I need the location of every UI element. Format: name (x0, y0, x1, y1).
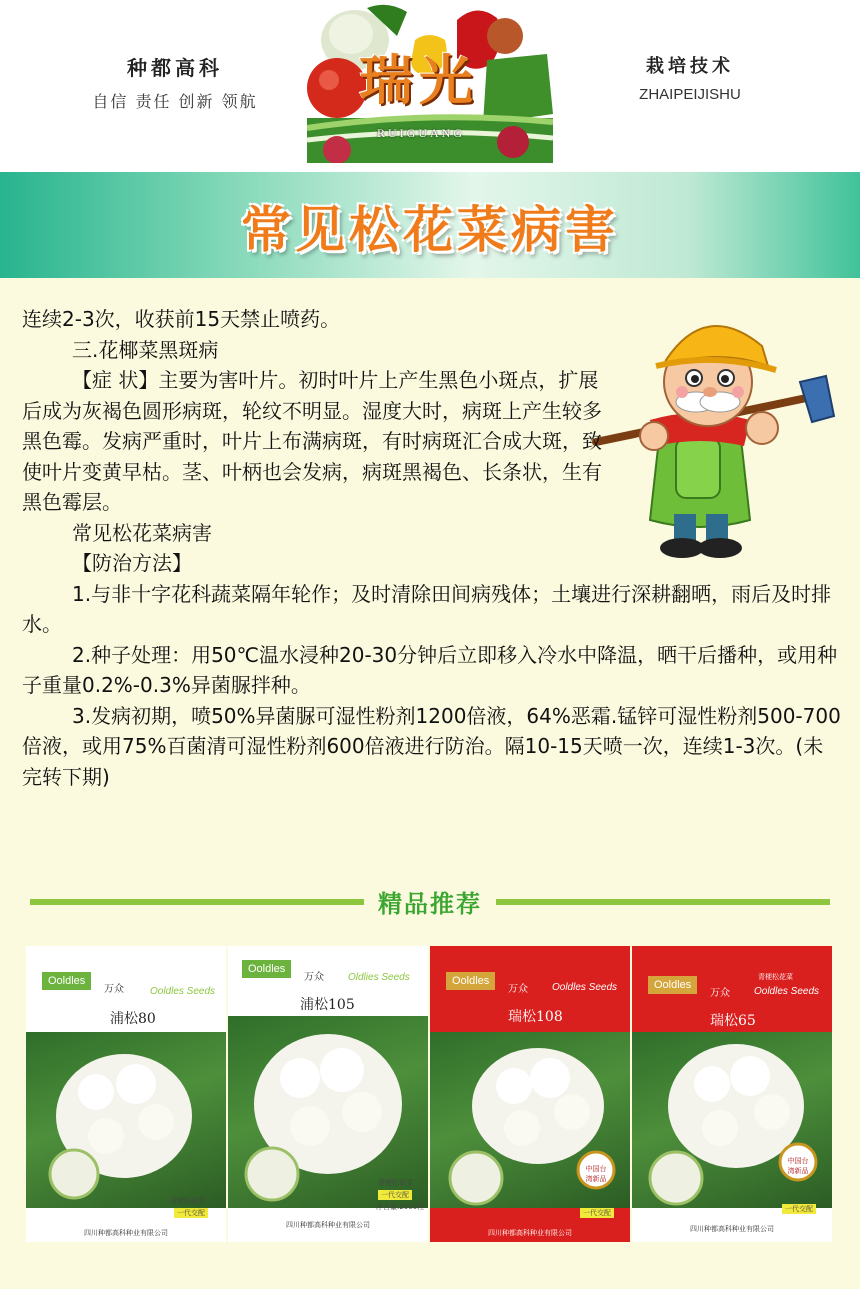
product-card[interactable] (632, 946, 832, 1242)
product-list (26, 946, 834, 1242)
card-header (26, 946, 226, 1032)
company-block (60, 52, 290, 112)
section-heading-black-spot: 三.花椰菜黑斑病 (72, 337, 219, 362)
brand-cn: 万众 (104, 984, 124, 995)
company-footer: 四川种都高科种业有限公司 (690, 1225, 774, 1233)
card-footer (632, 1205, 832, 1242)
brand-cn: 万众 (710, 988, 730, 999)
technique-pinyin: ZHAIPEIJISHU (639, 86, 741, 103)
card-footer (430, 1208, 630, 1242)
hybrid-tag: 一代交配 (782, 1204, 816, 1214)
subheading-prevention: 【防治方法】 (72, 551, 192, 575)
prevention-item-1: 1.与非十字花科蔬菜隔年轮作；及时清除田间病残体；土壤进行深耕翻晒，雨后及时排水。 (22, 581, 832, 636)
company-slogan: 自信 责任 创新 领航 (92, 92, 258, 111)
product-name: 瑞松108 (508, 1009, 563, 1025)
product-name: 瑞松65 (710, 1013, 756, 1029)
company-name: 种都高科 (127, 56, 223, 80)
cauliflower-photo (430, 1032, 630, 1208)
brand-name: 瑞光 (359, 48, 479, 112)
title-banner (0, 172, 860, 278)
brand-seeds: Ooldles Seeds (150, 986, 216, 997)
product-name: 浦松105 (300, 997, 355, 1013)
card-footer (228, 1179, 428, 1242)
technique-block (600, 52, 780, 103)
product-tag: 青梗松花菜 (170, 1197, 205, 1205)
hybrid-tag: 一代交配 (174, 1208, 208, 1218)
technique-title: 栽培技术 (646, 56, 734, 77)
product-tag: 青梗松花菜 (758, 973, 793, 981)
company-footer: 四川种都高科种业有限公司 (84, 1229, 168, 1237)
hybrid-tag: 一代交配 (580, 1208, 614, 1218)
recommend-divider (30, 880, 830, 920)
product-card[interactable] (228, 946, 428, 1242)
brand-seeds: Ooldles Seeds (754, 986, 820, 997)
hybrid-tag: 一代交配 (378, 1190, 412, 1200)
net-content: 净含量:2000粒 (376, 1203, 425, 1211)
product-card[interactable] (430, 946, 630, 1242)
subheading-disease: 常见松花菜病害 (72, 520, 212, 545)
card-header (430, 946, 630, 1032)
card-footer (26, 1197, 226, 1242)
article-body (22, 304, 842, 792)
card-header (632, 946, 832, 1032)
brand-badge: Ooldles (648, 976, 697, 994)
brand-logo (307, 0, 553, 163)
brand-seeds: Ooldles Seeds (552, 982, 618, 993)
recommend-title: 精品推荐 (378, 890, 482, 918)
product-name: 浦松80 (110, 1011, 156, 1027)
new-seal: 中国台湾新品 (585, 1165, 607, 1183)
brand-badge: Ooldles (42, 972, 91, 990)
cauliflower-photo (632, 1032, 832, 1208)
prevention-item-3: 3.发病初期，喷50%异菌脲可湿性粉剂1200倍液，64%恶霜.锰锌可湿性粉剂500-700倍液，或用75%百菌清可湿性粉剂600倍液进行防治。隔10-15天喷一次，连续1-3次。(未完转下期) (22, 703, 841, 789)
product-card[interactable] (26, 946, 226, 1242)
brand-seeds: Oldlies Seeds (348, 972, 410, 983)
brand-cn: 万众 (304, 972, 324, 983)
prevention-item-2: 2.种子处理：用50℃温水浸种20-30分钟后立即移入冷水中降温，晒干后播种，或用种子重量0.2%-0.3%异菌脲拌种。 (22, 642, 838, 697)
cauliflower-photo (26, 1032, 226, 1208)
brand-badge: Ooldles (446, 972, 495, 990)
brand-badge: Ooldles (242, 960, 291, 978)
header (0, 0, 860, 172)
brand-name-en: RUIGUANG (377, 126, 465, 140)
product-tag: 青梗松花菜 (378, 1179, 413, 1187)
brand-cn: 万众 (508, 984, 528, 995)
company-footer: 四川种都高科种业有限公司 (286, 1221, 370, 1229)
paragraph-continuation: 连续2-3次，收获前15天禁止喷药。 (22, 307, 341, 331)
paragraph-symptoms: 【症 状】主要为害叶片。初时叶片上产生黑色小斑点，扩展后成为灰褐色圆形病斑，轮纹不明显。湿度大时，病斑上产生较多黑色霉。发病严重时，叶片上布满病斑，有时病斑汇合成大斑，致使叶片变黄早枯。茎、叶柄也会发病，病斑黑褐色、长条状，生有黑色霉层。 (22, 368, 602, 514)
new-seal: 中国台湾新品 (787, 1157, 809, 1175)
company-footer: 四川种都高科种业有限公司 (488, 1229, 572, 1237)
page-title: 常见松花菜病害 (241, 201, 619, 259)
